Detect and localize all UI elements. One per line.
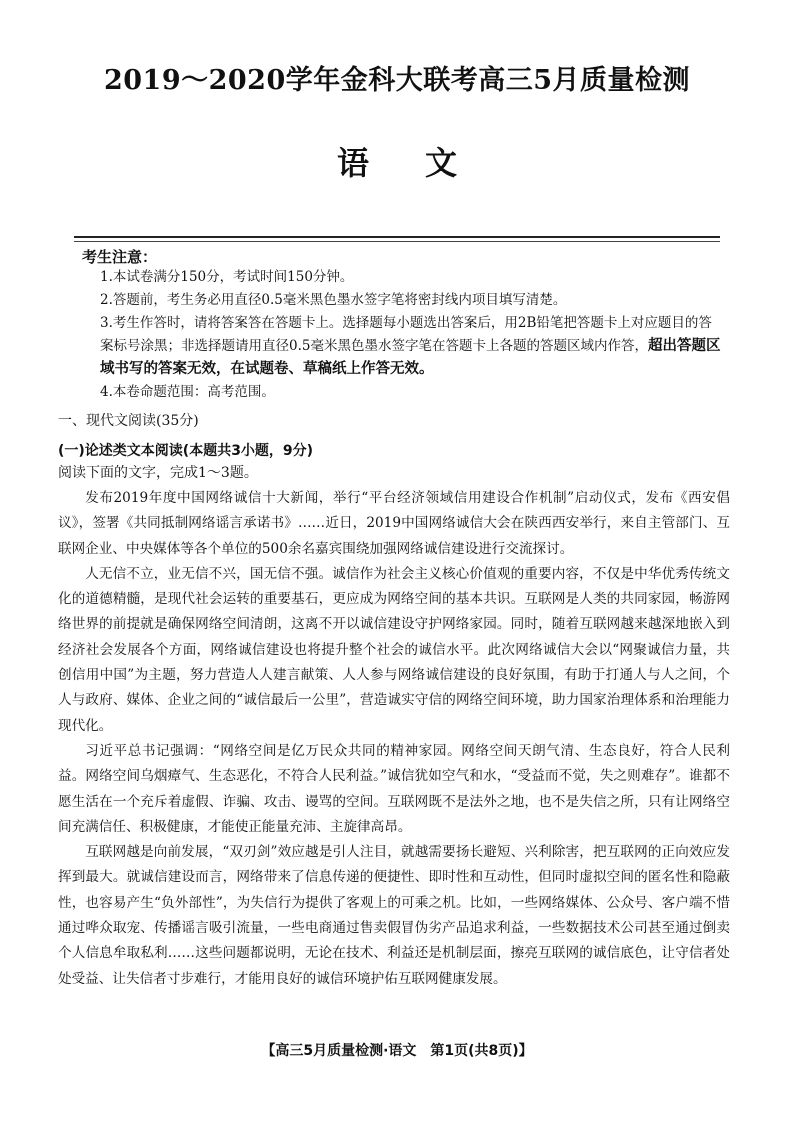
reading-passage [58,486,730,992]
passage-paragraph: 人无信不立，业无信不兴，国无信不强。诚信作为社会主义核心价值观的重要内容，不仅是中华优秀传统文化的道德精髓，是现代社会运转的重要基石，更应成为网络空间的基本共识。互联网是人类的共同家园，畅游网络世界的前提就是确保网络空间清朗，这离不开以诚信建设守护网络家园。同时，随着互联网越来越深地嵌入到经济社会发展各个方面，网络诚信建设也将提升整个社会的诚信水平。此次网络诚信大会以“网聚诚信力量，共创信用中国”为主题，努力营造人人建言献策、人人参与网络诚信建设的良好氛围，有助于打通人与人之间，个人与政府、媒体、企业之间的“诚信最后一公里”，营造诚实守信的网络空间环境，助力国家治理体系和治理能力现代化。 [58,565,730,734]
notice-item: 1.本试卷满分150分，考试时间150分钟。 [100,269,354,285]
header-divider-thick [74,236,720,238]
notice-item [100,312,724,381]
passage-paragraph: 习近平总书记强调：“网络空间是亿万民众共同的精神家园。网络空间天朗气清、生态良好，符合人民利益。网络空间乌烟瘴气、生态恶化，不符合人民利益。”诚信犹如空气和水，“受益而不觉，失之则难存”。谁都不愿生活在一个充斥着虚假、诈骗、攻击、谩骂的空间。互联网既不是法外之地，也不是失信之所，只有让网络空间充满信任、积极健康，才能使正能量充沛、主旋律高昂。 [58,742,730,835]
notice-heading: 考生注意： [82,248,158,266]
notice-item: 2.答题前，考生务必用直径0.5毫米黑色墨水签字笔将密封线内项目填写清楚。 [100,292,567,308]
passage-paragraph: 互联网越是向前发展，“双刃剑”效应越是引人注目，就越需要扬长避短、兴利除害，把互联网的正向效应发挥到最大。就诚信建设而言，网络带来了信息传递的便捷性、即时性和互动性，但同时虚拟空间的匿名性和隐蔽性，也容易产生“负外部性”，为失信行为提供了客观上的可乘之机。比如，一些网络媒体、公众号、客户端不惜通过哗众取宠、传播谣言吸引流量，一些电商通过售卖假冒伪劣产品追求利益，一些数据技术公司甚至通过倒卖个人信息牟取私利……这些问题都说明，无论在技术、利益还是机制层面，擦亮互联网的诚信底色，让守信者处处受益、让失信者寸步难行，才能用良好的诚信环境护佑互联网健康发展。 [58,844,730,987]
notice-item: 4.本卷命题范围：高考范围。 [100,384,275,400]
section-title: 一、现代文阅读(35分) [58,413,199,429]
notice-item-text: 3.考生作答时，请将答案答在答题卡上。选择题每小题选出答案后，用2B铅笔把答题卡上对应题目的答案标号涂黑；非选择题请用直径0.5毫米黑色墨水签字笔在答题卡上各题的答题区域内作答， [100,315,712,354]
subsection-title: (一)论述类文本阅读(本题共3小题，9分) [58,443,314,459]
notice-item-emphasis: 超出答题区域书写的答案无效，在试题卷、草稿纸上作答无效。 [100,338,721,377]
header-divider-thin [74,241,720,242]
page-title: 2019～2020学年金科大联考高三5月质量检测 [103,65,691,96]
passage-paragraph: 发布2019年度中国网络诚信十大新闻，举行“平台经济领域信用建设合作机制”启动仪式，发布《西安倡议》，签署《共同抵制网络谣言承诺书》……近日，2019中国网络诚信大会在陕西西安举行，来自主管部门、互联网企业、中央媒体等各个单位的500余名嘉宾围绕加强网络诚信建设进行交流探讨。 [58,490,730,557]
notice-list [100,266,724,404]
page-footer: 【高三5月质量检测·语文 第1页(共8页)】 [261,1043,533,1059]
reading-instruction: 阅读下面的文字，完成1～3题。 [58,465,258,481]
subject-title: 语文 [336,144,513,182]
